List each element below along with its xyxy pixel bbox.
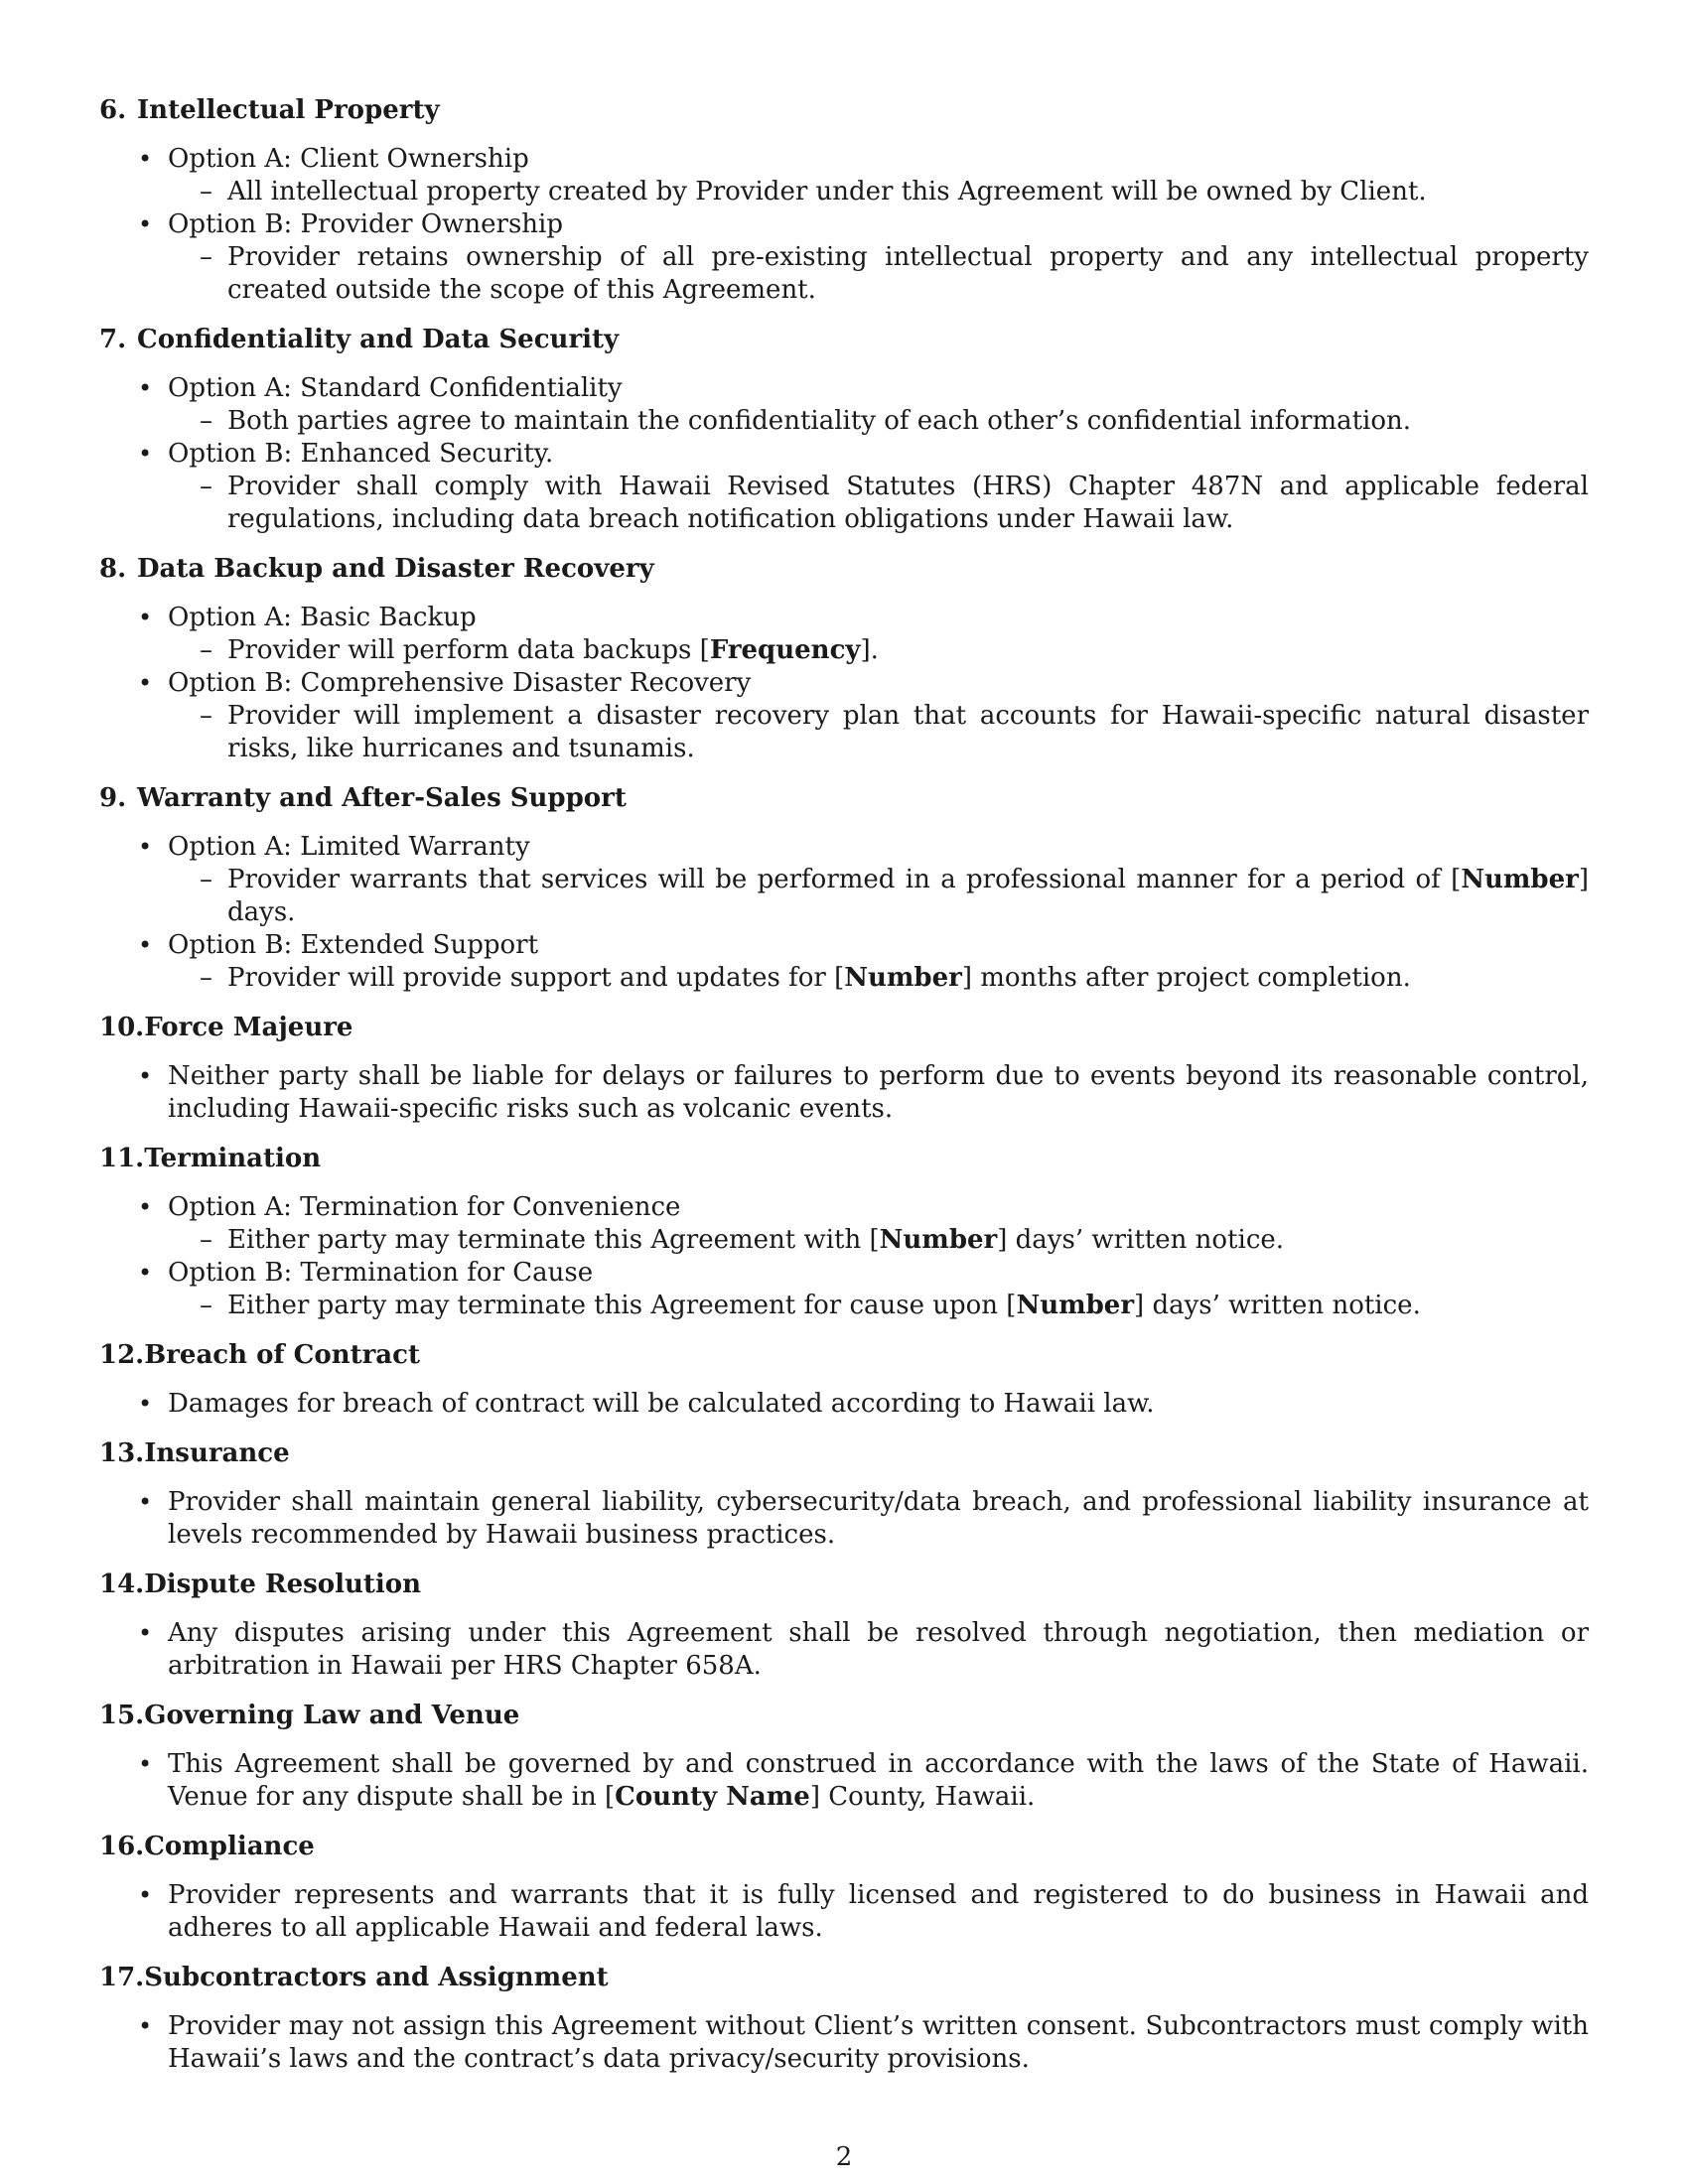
bullet-list: [99, 1191, 1589, 1322]
section-heading: [99, 1437, 1589, 1470]
list-item-text: [168, 1388, 1589, 1421]
page-number: 2: [835, 2142, 853, 2172]
placeholder-field: County Name: [615, 1782, 810, 1812]
bullet-list: [99, 143, 1589, 307]
list-item: [99, 1191, 1589, 1257]
sub-list: [168, 1290, 1589, 1322]
list-item-text: [168, 208, 1589, 241]
section-title: Dispute Resolution: [144, 1570, 422, 1599]
section-title: Confidentiality and Data Security: [137, 325, 620, 354]
text-segment: Provider warrants that services will be performed in a professional manner for a period of [: [227, 865, 1462, 894]
list-item-text: [168, 667, 1589, 700]
section-number: 13.: [99, 1438, 145, 1468]
bullet-list: [99, 1748, 1589, 1814]
section-title: Governing Law and Venue: [144, 1701, 520, 1730]
sub-list: [168, 962, 1589, 995]
text-segment: Any disputes arising under this Agreement shall be resolved through negotiation, then mediation or arbitration in Hawaii per HRS Chapter 658A.: [168, 1618, 1589, 1681]
section-number: 17.: [99, 1963, 145, 1992]
text-segment: Option A: Client Ownership: [168, 144, 529, 174]
text-segment: Option B: Extended Support: [168, 930, 539, 960]
text-segment: Option B: Comprehensive Disaster Recovery: [168, 668, 752, 698]
text-segment: Option B: Enhanced Security.: [168, 439, 554, 469]
sub-list-item: [168, 176, 1589, 208]
list-item: [99, 1486, 1589, 1552]
list-item-text: [168, 1060, 1589, 1126]
section-number: 15.: [99, 1701, 145, 1730]
text-segment: Provider may not assign this Agreement without Client’s written consent. Subcontractors must comply with Hawaii’s laws and the contract’s data privacy/security provisions.: [168, 2011, 1589, 2074]
list-item-text: [168, 438, 1589, 471]
sub-list-item: [168, 700, 1589, 765]
sub-list-item: [168, 864, 1589, 929]
bullet-list: [99, 1879, 1589, 1945]
section-title: Subcontractors and Assignment: [144, 1963, 609, 1992]
list-item: [99, 438, 1589, 536]
text-segment: ] days’ written notice.: [1134, 1291, 1421, 1320]
list-item: [99, 1617, 1589, 1683]
list-item-text: [168, 2010, 1589, 2076]
section-title: Intellectual Property: [137, 95, 440, 125]
section-heading: [99, 1831, 1589, 1863]
list-item: [99, 1879, 1589, 1945]
list-item-text: [168, 929, 1589, 962]
bullet-list: [99, 831, 1589, 995]
list-item-text: [168, 1486, 1589, 1552]
text-segment: Provider retains ownership of all pre-existing intellectual property and any intellectual property created outside the scope of this Agreement.: [227, 242, 1589, 305]
text-segment: Option B: Provider Ownership: [168, 209, 563, 239]
list-item-text: [168, 1257, 1589, 1290]
section: [99, 1962, 1589, 2076]
list-item-text: [168, 831, 1589, 864]
section-heading: [99, 553, 1589, 586]
section-title: Warranty and After-Sales Support: [137, 783, 627, 813]
section-heading: [99, 1012, 1589, 1044]
bullet-list: [99, 602, 1589, 765]
section: [99, 782, 1589, 995]
text-segment: ] months after project completion.: [961, 963, 1411, 993]
section: [99, 1831, 1589, 1945]
list-item-text: [168, 143, 1589, 176]
document-body: [99, 94, 1589, 2093]
section-number: 6.: [99, 95, 127, 125]
section: [99, 1437, 1589, 1552]
text-segment: Neither party shall be liable for delays or failures to perform due to events beyond its reasonable control, including Hawaii-specific risks such as volcanic events.: [168, 1061, 1589, 1124]
sub-list-item: [168, 241, 1589, 307]
text-segment: Option B: Termination for Cause: [168, 1258, 594, 1288]
placeholder-field: Number: [844, 963, 962, 993]
section-heading: [99, 782, 1589, 815]
sub-list: [168, 176, 1589, 208]
section-heading: [99, 1143, 1589, 1175]
section: [99, 1012, 1589, 1126]
list-item: [99, 1257, 1589, 1322]
section: [99, 1143, 1589, 1322]
sub-list-item: [168, 1224, 1589, 1257]
section: [99, 324, 1589, 536]
list-item-text: [168, 1191, 1589, 1224]
section-number: 9.: [99, 783, 127, 813]
text-segment: Provider shall comply with Hawaii Revised Statutes (HRS) Chapter 487N and applicable federal regulations, including data breach notification obligations under Hawaii law.: [227, 472, 1589, 534]
placeholder-field: Frequency: [709, 635, 861, 665]
text-segment: ] days.: [227, 865, 1589, 927]
placeholder-field: Number: [1016, 1291, 1135, 1320]
list-item-text: [168, 602, 1589, 634]
text-segment: Provider represents and warrants that it is fully licensed and registered to do business in Hawaii and adheres to all applicable Hawaii and federal laws.: [168, 1880, 1589, 1943]
text-segment: Provider will implement a disaster recovery plan that accounts for Hawaii-specific natural disaster risks, like hurricanes and tsunamis.: [227, 701, 1589, 763]
placeholder-field: Number: [879, 1225, 998, 1255]
placeholder-field: Number: [1461, 865, 1579, 894]
section-heading: [99, 1700, 1589, 1732]
list-item: [99, 372, 1589, 438]
section-title: Force Majeure: [144, 1013, 353, 1042]
text-segment: All intellectual property created by Provider under this Agreement will be owned by Client.: [227, 177, 1427, 206]
bullet-list: [99, 1388, 1589, 1421]
text-segment: Damages for breach of contract will be calculated according to Hawaii law.: [168, 1389, 1155, 1419]
sub-list: [168, 471, 1589, 536]
sub-list-item: [168, 634, 1589, 667]
section: [99, 1700, 1589, 1814]
bullet-list: [99, 1060, 1589, 1126]
text-segment: ] County, Hawaii.: [809, 1782, 1036, 1812]
list-item: [99, 1060, 1589, 1126]
sub-list: [168, 1224, 1589, 1257]
section: [99, 1339, 1589, 1421]
text-segment: Option A: Basic Backup: [168, 603, 477, 632]
sub-list: [168, 700, 1589, 765]
text-segment: Provider shall maintain general liability, cybersecurity/data breach, and professional liability insurance at levels recommended by Hawaii business practices.: [168, 1487, 1589, 1550]
sub-list: [168, 405, 1589, 438]
section: [99, 1569, 1589, 1683]
sub-list: [168, 634, 1589, 667]
section-number: 11.: [99, 1144, 145, 1173]
section: [99, 553, 1589, 765]
text-segment: Provider will provide support and updates for [: [227, 963, 845, 993]
bullet-list: [99, 372, 1589, 536]
list-item-text: [168, 1879, 1589, 1945]
section-title: Data Backup and Disaster Recovery: [137, 554, 654, 584]
section-number: 14.: [99, 1570, 145, 1599]
section-number: 7.: [99, 325, 127, 354]
section-number: 16.: [99, 1832, 145, 1861]
section-heading: [99, 1962, 1589, 1994]
list-item: [99, 929, 1589, 995]
list-item: [99, 831, 1589, 929]
text-segment: Option A: Limited Warranty: [168, 832, 530, 862]
text-segment: Both parties agree to maintain the confidentiality of each other’s confidential information.: [227, 406, 1412, 436]
section-heading: [99, 94, 1589, 127]
section-title: Compliance: [144, 1832, 315, 1861]
list-item: [99, 602, 1589, 667]
text-segment: ].: [860, 635, 879, 665]
sub-list-item: [168, 962, 1589, 995]
bullet-list: [99, 1486, 1589, 1552]
text-segment: ] days’ written notice.: [997, 1225, 1285, 1255]
section-title: Termination: [144, 1144, 322, 1173]
section-number: 10.: [99, 1013, 145, 1042]
sub-list: [168, 864, 1589, 929]
sub-list-item: [168, 1290, 1589, 1322]
text-segment: Provider will perform data backups [: [227, 635, 710, 665]
text-segment: Option A: Termination for Convenience: [168, 1192, 681, 1222]
text-segment: This Agreement shall be governed by and construed in accordance with the laws of the State of Hawaii. Venue for any dispute shall be in [: [168, 1749, 1589, 1812]
text-segment: Either party may terminate this Agreement for cause upon [: [227, 1291, 1017, 1320]
sub-list: [168, 241, 1589, 307]
section: [99, 94, 1589, 307]
bullet-list: [99, 2010, 1589, 2076]
bullet-list: [99, 1617, 1589, 1683]
section-heading: [99, 1569, 1589, 1601]
list-item: [99, 1388, 1589, 1421]
sub-list-item: [168, 471, 1589, 536]
section-title: Insurance: [144, 1438, 290, 1468]
sub-list-item: [168, 405, 1589, 438]
section-title: Breach of Contract: [144, 1340, 420, 1370]
list-item-text: [168, 372, 1589, 405]
section-number: 12.: [99, 1340, 145, 1370]
text-segment: Either party may terminate this Agreement with [: [227, 1225, 880, 1255]
section-number: 8.: [99, 554, 127, 584]
list-item: [99, 667, 1589, 765]
list-item: [99, 208, 1589, 307]
list-item: [99, 2010, 1589, 2076]
list-item: [99, 1748, 1589, 1814]
section-heading: [99, 1339, 1589, 1372]
list-item: [99, 143, 1589, 208]
text-segment: Option A: Standard Confidentiality: [168, 373, 623, 403]
section-heading: [99, 324, 1589, 356]
list-item-text: [168, 1748, 1589, 1814]
list-item-text: [168, 1617, 1589, 1683]
